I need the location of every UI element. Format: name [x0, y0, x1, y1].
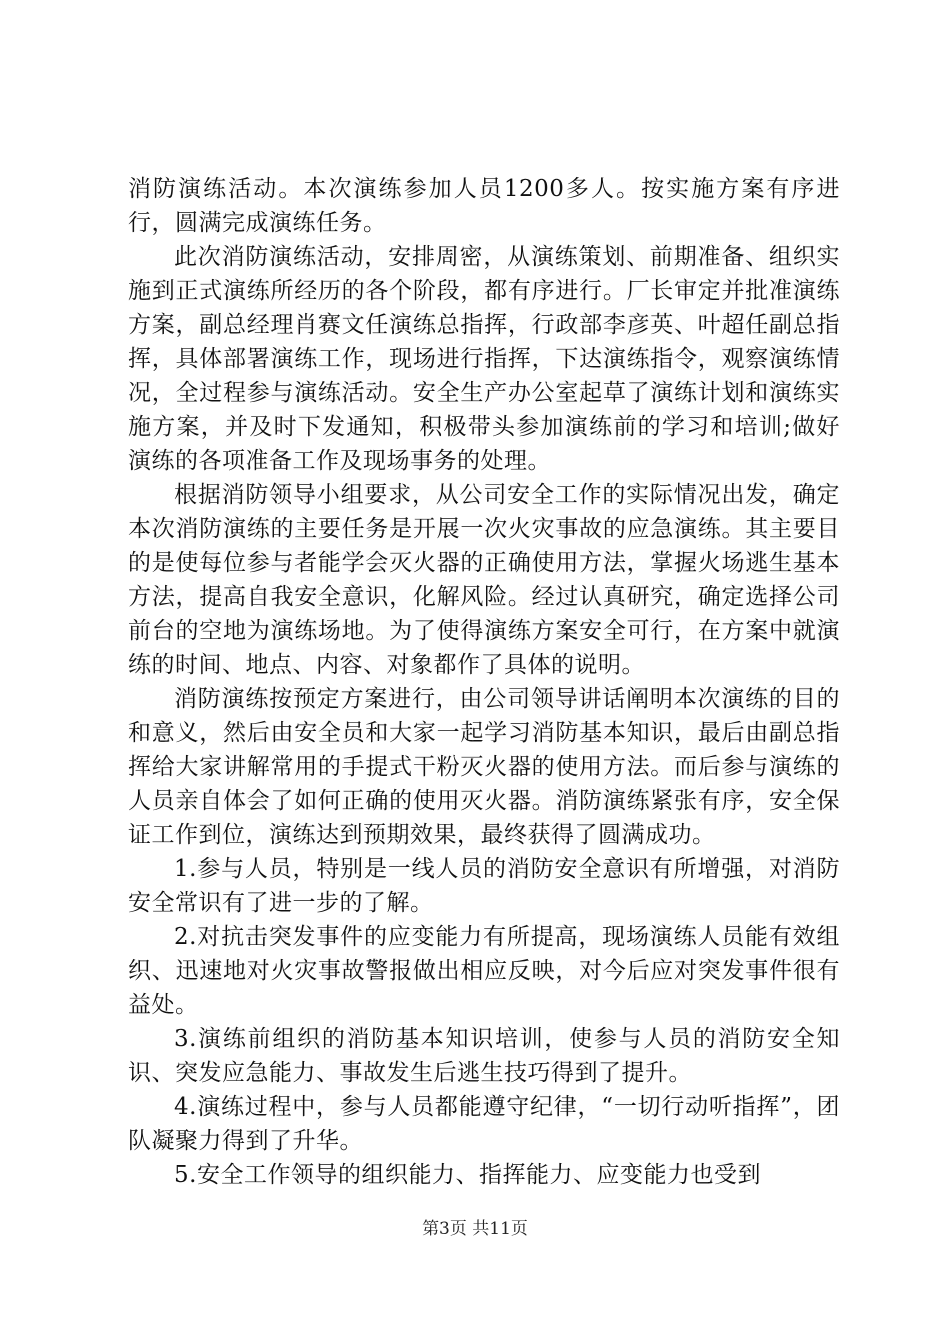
page-number-footer: 第3页 共11页: [422, 1219, 528, 1239]
paragraph: 根据消防领导小组要求，从公司安全工作的实际情况出发，确定本次消防演练的主要任务是开展一次火灾事故的应急演练。其主要目的是使每位参与者能学会灭火器的正确使用方法，掌握火场逃生基本方法，提高自我安全意识，化解风险。经过认真研究，确定选择公司前台的空地为演练场地。为了使得演练方案安全可行，在方案中就演练的时间、地点、内容、对象都作了具体的说明。: [128, 482, 840, 678]
paragraph: 消防演练按预定方案进行，由公司领导讲话阐明本次演练的目的和意义，然后由安全员和大家一起学习消防基本知识，最后由副总指挥给大家讲解常用的手提式干粉灭火器的使用方法。而后参与演练的人员亲自体会了如何正确的使用灭火器。消防演练紧张有序，安全保证工作到位，演练达到预期效果，最终获得了圆满成功。: [128, 686, 840, 848]
list-item: 2.对抗击突发事件的应变能力有所提高，现场演练人员能有效组织、迅速地对火灾事故警报做出相应反映，对今后应对突发事件很有益处。: [128, 924, 840, 1018]
list-item: 1.参与人员，特别是一线人员的消防安全意识有所增强，对消防安全常识有了进一步的了解。: [128, 856, 840, 916]
paragraph: 消防演练活动。本次演练参加人员1200多人。按实施方案有序进行，圆满完成演练任务。: [128, 176, 840, 236]
paragraph: 此次消防演练活动，安排周密，从演练策划、前期准备、组织实施到正式演练所经历的各个阶段，都有序进行。厂长审定并批准演练方案，副总经理肖赛文任演练总指挥，行政部李彦英、叶超任副总指挥，具体部署演练工作，现场进行指挥，下达演练指令，观察演练情况，全过程参与演练活动。安全生产办公室起草了演练计划和演练实施方案，并及时下发通知，积极带头参加演练前的学习和培训;做好演练的各项准备工作及现场事务的处理。: [128, 244, 840, 474]
list-item: 5.安全工作领导的组织能力、指挥能力、应变能力也受到: [174, 1162, 761, 1188]
list-item: 3.演练前组织的消防基本知识培训，使参与人员的消防安全知识、突发应急能力、事故发生后逃生技巧得到了提升。: [128, 1026, 840, 1086]
document-body: [128, 172, 840, 1192]
list-item: 4.演练过程中，参与人员都能遵守纪律，“一切行动听指挥”，团队凝聚力得到了升华。: [128, 1094, 840, 1154]
